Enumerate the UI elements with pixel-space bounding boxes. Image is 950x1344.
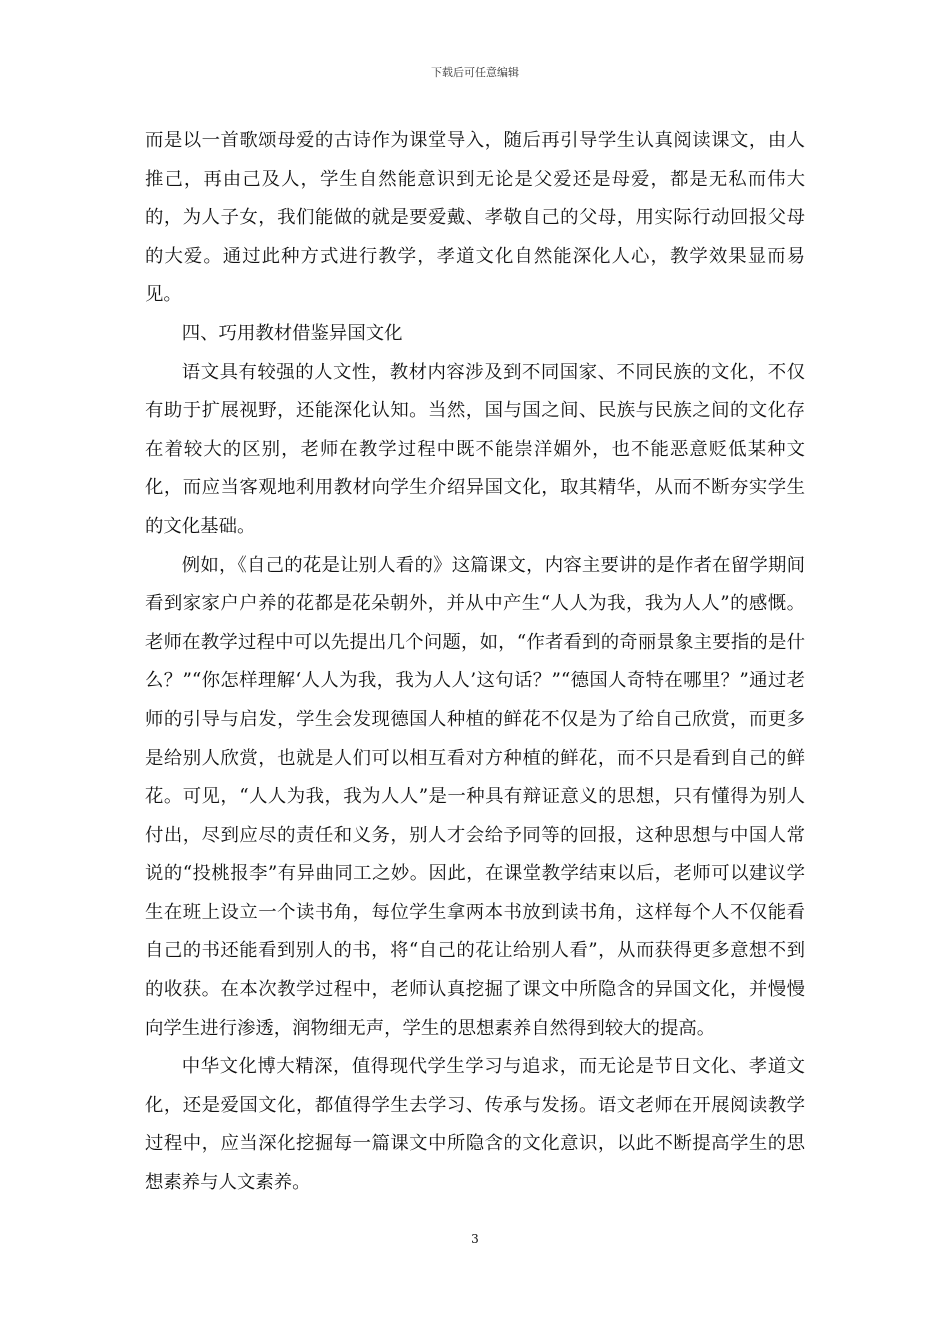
page-number: 3	[471, 1232, 479, 1246]
page-header-note: 下载后可任意编辑	[431, 66, 519, 79]
section-heading-4: 四、巧用教材借鉴异国文化	[181, 322, 403, 344]
paragraph-example: 例如，《自己的花是让别人看的》这篇课文，内容主要讲的是作者在留学期间看到家家户户养的花都是花朵朝外，并从中产生“人人为我，我为人人”的感慨。老师在教学过程中可以先提出几个问题，如，“作者看到的奇丽景象主要指的是什么？”“你怎样理解‘人人为我，我为人人’这句话？”“德国人奇特在哪里？”通过老师的引导与启发，学生会发现德国人种植的鲜花不仅是为了给自己欣赏，而更多是给别人欣赏，也就是人们可以相互看对方种植的鲜花，而不只是看到自己的鲜花。可见，“人人为我，我为人人”是一种具有辩证意义的思想，只有懂得为别人付出，尽到应尽的责任和义务，别人才会给予同等的回报，这种思想与中国人常说的“投桃报李”有异曲同工之妙。因此，在课堂教学结束以后，老师可以建议学生在班上设立一个读书角，每位学生拿两本书放到读书角，这样每个人不仅能看自己的书还能看到别人的书，将“自己的花让给别人看”，从而获得更多意想不到的收获。在本次教学过程中，老师认真挖掘了课文中所隐含的异国文化，并慢慢向学生进行渗透，润物细无声，学生的思想素养自然得到较大的提高。	[145, 554, 805, 1039]
paragraph-conclusion: 中华文化博大精深，值得现代学生学习与追求，而无论是节日文化、孝道文化，还是爱国文化，都值得学生去学习、传承与发扬。语文老师在开展阅读教学过程中，应当深化挖掘每一篇课文中所隐含的文化意识，以此不断提高学生的思想素养与人文素养。	[145, 1056, 805, 1194]
document-body	[145, 122, 805, 1203]
paragraph-humanism: 语文具有较强的人文性，教材内容涉及到不同国家、不同民族的文化，不仅有助于扩展视野，还能深化认知。当然，国与国之间、民族与民族之间的文化存在着较大的区别，老师在教学过程中既不能崇洋媚外，也不能恶意贬低某种文化，而应当客观地利用教材向学生介绍异国文化，取其精华，从而不断夯实学生的文化基础。	[145, 361, 805, 537]
paragraph-continued-intro: 而是以一首歌颂母爱的古诗作为课堂导入，随后再引导学生认真阅读课文，由人推己，再由己及人，学生自然能意识到无论是父爱还是母爱，都是无私而伟大的，为人子女，我们能做的就是要爱戴、孝敬自己的父母，用实际行动回报父母的大爱。通过此种方式进行教学，孝道文化自然能深化人心，教学效果显而易见。	[145, 130, 805, 306]
